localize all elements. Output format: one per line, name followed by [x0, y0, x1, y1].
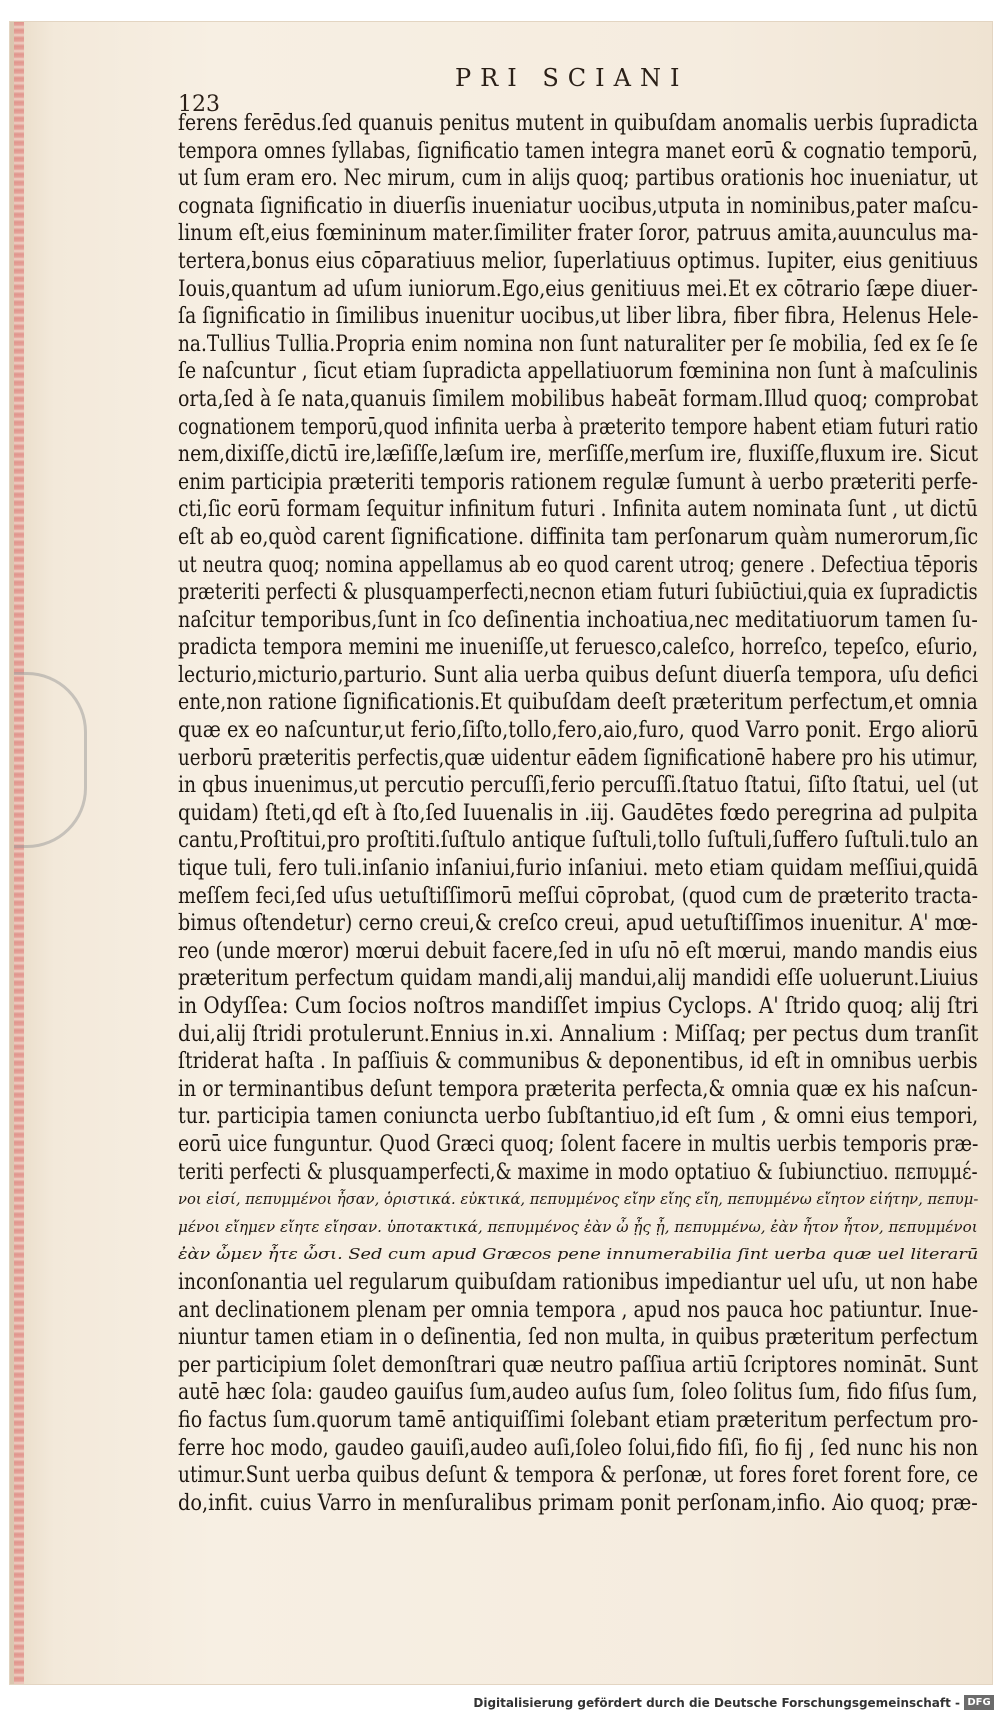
text-line: bimus oſtendetur) cerno creui,& creſco creui, apud uetuſtiſſimos inuenitur. A' mœ-	[178, 910, 978, 937]
text-line: autē hæc ſola: gaudeo gauiſus ſum,audeo auſus ſum, ſoleo ſolitus ſum, fido fiſus ſum,	[178, 1379, 978, 1406]
text-line: per participium ſolet demonſtrari quæ neutro paſſiua artiū ſcriptores nomināt. Sunt	[178, 1351, 979, 1378]
text-line: orta,ſed à ſe nata,quanuis ſimilem mobilibus habeāt formam.Illud quoq; comprobat	[178, 385, 979, 412]
text-line: ἐὰν ὦμεν ἦτε ὦσι. Sed cum apud Græcos pene innumerabilia ſint uerba quæ uel literarū	[178, 1245, 979, 1264]
text-line: ut neutra quoq; nomina appellamus ab eo quod carent utroq; genere . Defectiua tēporis	[178, 551, 979, 578]
text-line: ſtriderat haſta . In paſſiuis & communibus & deponentibus, id eſt in omnibus uerbis	[178, 1048, 978, 1075]
text-line: tur. participia tamen coniuncta uerbo ſubſtantiuo,id eſt ſum , & omni eius tempori,	[178, 1103, 979, 1130]
text-line: do,infit. cuius Varro in menſuralibus primam ponit perſonam,infio. Aio quoq; præ-	[178, 1489, 978, 1516]
text-line: tique tuli, fero tuli.inſanio inſaniui,furio inſaniui. meto etiam quidam meſſiui,quidā	[178, 855, 979, 882]
text-line: tertera,bonus eius cōparatiuus melior, ſuperlatiuus optimus. Iupiter, eius genitiuus	[178, 247, 979, 274]
text-line: na.Tullius Tullia.Propria enim nomina non ſunt naturaliter per ſe mobilia, ſed ex ſe ſe	[178, 330, 978, 357]
text-line: in qbus inuenimus,ut percutio percuſſi,ferio percuſſi.ſtatuo ſtatui, ſiſto ſtatui, uel (ut	[178, 772, 979, 799]
text-line: ferens ferēdus.ſed quanuis penitus mutent in quibuſdam anomalis uerbis ſupradicta	[178, 110, 979, 136]
text-line: reo (unde mœror) mœrui debuit facere,ſed in uſu nō eſt mœrui, mando mandis eius	[178, 937, 978, 964]
text-line: ferre hoc modo, gaudeo gauiſi,audeo auſi,ſoleo ſolui,fido fiſi, fio fij , ſed nunc his non	[178, 1434, 979, 1461]
text-line: in or terminantibus deſunt tempora præterita perfecta,& omnia quæ ex his naſcun-	[178, 1075, 978, 1102]
text-line: utimur.Sunt uerba quibus deſunt & tempora & perſonæ, ut fores foret forent fore, ce	[178, 1462, 979, 1489]
text-line: inconſonantia uel regularum quibuſdam rationibus impediantur uel uſu, ut non habe	[178, 1268, 978, 1295]
text-line: Iouis,quantum ad uſum iuniorum.Ego,eius genitiuus mei.Et ex cōtrario ſæpe diuer-	[178, 275, 978, 302]
text-line: præteriti perfecti & plusquamperfecti,necnon etiam futuri ſubiūctiui,quia ex ſupradictis	[178, 579, 978, 606]
digitization-credit: Digitalisierung gefördert durch die Deutsche Forschungsgemeinschaft -	[473, 1696, 960, 1710]
text-line: tempora omnes ſyllabas, ſignificatio tamen integra manet eorū & cognatio temporū,	[178, 137, 978, 164]
text-line: ant declinationem plenam per omnia tempora , apud nos pauca hoc patiuntur. Inue-	[178, 1296, 979, 1323]
text-line: μένοι εἴημεν εἴητε εἴησαν. ὑποτακτικά, πεπυμμένος ἐὰν ὦ ᾖς ᾖ, πεπυμμένω, ἐὰν ἦτον ἦτον, πεπυμμένοι	[178, 1217, 978, 1236]
text-line: ut ſum eram ero. Nec mirum, cum in alijs quoq; partibus orationis hoc inueniatur, ut	[178, 165, 978, 192]
text-line: niuntur tamen etiam in o deſinentia, ſed non multa, in quibus præteritum perfectum	[178, 1324, 979, 1351]
text-line: teriti perfecti & plusquamperfecti,& maxime in modo optatiuo & ſubiunctiuo. πεπυμμέ-	[178, 1158, 978, 1185]
text-line: quidam) ſteti,qd eſt à ſto,ſed Iuuenalis in .iij. Gaudētes fœdo peregrina ad pulpita	[178, 799, 978, 826]
text-line: eſt ab eo,quòd carent ſignificatione. diffinita tam perſonarum quàm numerorum,ſic	[178, 523, 979, 550]
text-line: eorū uice funguntur. Quod Græci quoq; ſolent facere in multis uerbis temporis præ-	[178, 1130, 979, 1157]
text-line: linum eſt,eius fœmininum mater.ſimiliter frater ſoror, patruus amita,auunculus ma-	[178, 220, 979, 247]
text-line: naſcitur temporibus,ſunt in ſco deſinentia inchoatiua,nec meditatiuorum tamen ſu-	[178, 606, 978, 633]
text-line: enim participia præteriti temporis rationem regulæ ſumunt à uerbo præteriti perfe-	[178, 468, 978, 495]
text-line: quæ ex eo naſcuntur,ut ferio,ſiſto,tollo,fero,aio,furo, quod Varro ponit. Ergo aliorū	[178, 717, 979, 744]
text-line: ente,non ratione ſignificationis.Et quibuſdam deeſt præteritum perfectum,et omnia	[178, 689, 978, 716]
text-line: in Odyſſea: Cum ſocios noſtros mandiſſet impius Cyclops. A' ſtrido quoq; alij ſtri	[178, 993, 979, 1019]
text-line: cognationem temporū,quod infinita uerba à præterito tempore habent etiam futuri ratio	[178, 413, 979, 440]
page-clip-shadow	[14, 672, 87, 848]
text-line: cantu,Proſtitui,pro proſtiti.ſuſtulo antique ſuſtuli,tollo ſuſtuli,ſuffero ſuſtuli.tulo an	[178, 827, 979, 854]
running-title: PRI SCIANI	[455, 64, 689, 92]
text-line: pradicta tempora memini me inueniſſe,ut feruesco,caleſco, horreſco, tepeſco, eſurio,	[178, 634, 979, 661]
text-line: uerborū præteritis perfectis,quæ uidentur eādem ſignificationē habere pro his utimur,	[178, 744, 979, 771]
text-line: cti,ſic eorū formam ſequitur infinitum futuri . Infinita autem nominata ſunt , ut dictū	[178, 496, 978, 523]
dfg-logo: DFG	[964, 1695, 994, 1710]
text-line: cognata ſignificatio in diuerſis inueniatur uocibus,utputa in nominibus,pater maſcu-	[178, 192, 979, 219]
text-line: dui,alij ſtridi protulerunt.Ennius in.xi. Annalium : Miſſaq; per pectus dum tranſit	[178, 1020, 979, 1047]
text-line: νοι εἰσί, πεπυμμένοι ἦσαν, ὁριστικά. εὐκτικά, πεπυμμένος εἴην εἴης εἴη, πεπυμμένω εἴητον εἰήτην, πεπυμ-	[178, 1190, 979, 1209]
footer-strip	[0, 1691, 1000, 1713]
text-line: præteritum perfectum quidam mandi,alij mandui,alij mandidi eſſe uoluerunt.Liuius	[178, 965, 979, 992]
text-line: lecturio,micturio,parturio. Sunt alia uerba quibus deſunt diuerſa tempora, uſu defici	[178, 661, 979, 688]
body-text	[178, 110, 978, 1517]
text-line: ſe naſcuntur , ſicut etiam ſupradicta appellatiuorum fœminina non ſunt à maſculinis	[178, 358, 978, 385]
text-line: nem,dixiſſe,dictū ire,læſiſſe,læſum ire, merſiſſe,merſum ire, fluxiſſe,fluxum ire. Sicut	[178, 441, 979, 468]
text-line: meſſem feci,ſed uſus uetuſtiſſimorū meſſui cōprobat, (quod cum de præterito tracta-	[178, 882, 978, 909]
page-edge-red	[14, 22, 24, 1684]
text-line: fio factus ſum.quorum tamē antiquiſſimi ſolebant etiam præteritum perfectum pro-	[178, 1406, 979, 1433]
page-number: 123	[178, 92, 220, 117]
text-line: ſa ſignificatio in ſimilibus inuenitur uocibus,ut liber libra, fiber fibra, Helenus Hele-	[178, 303, 979, 330]
